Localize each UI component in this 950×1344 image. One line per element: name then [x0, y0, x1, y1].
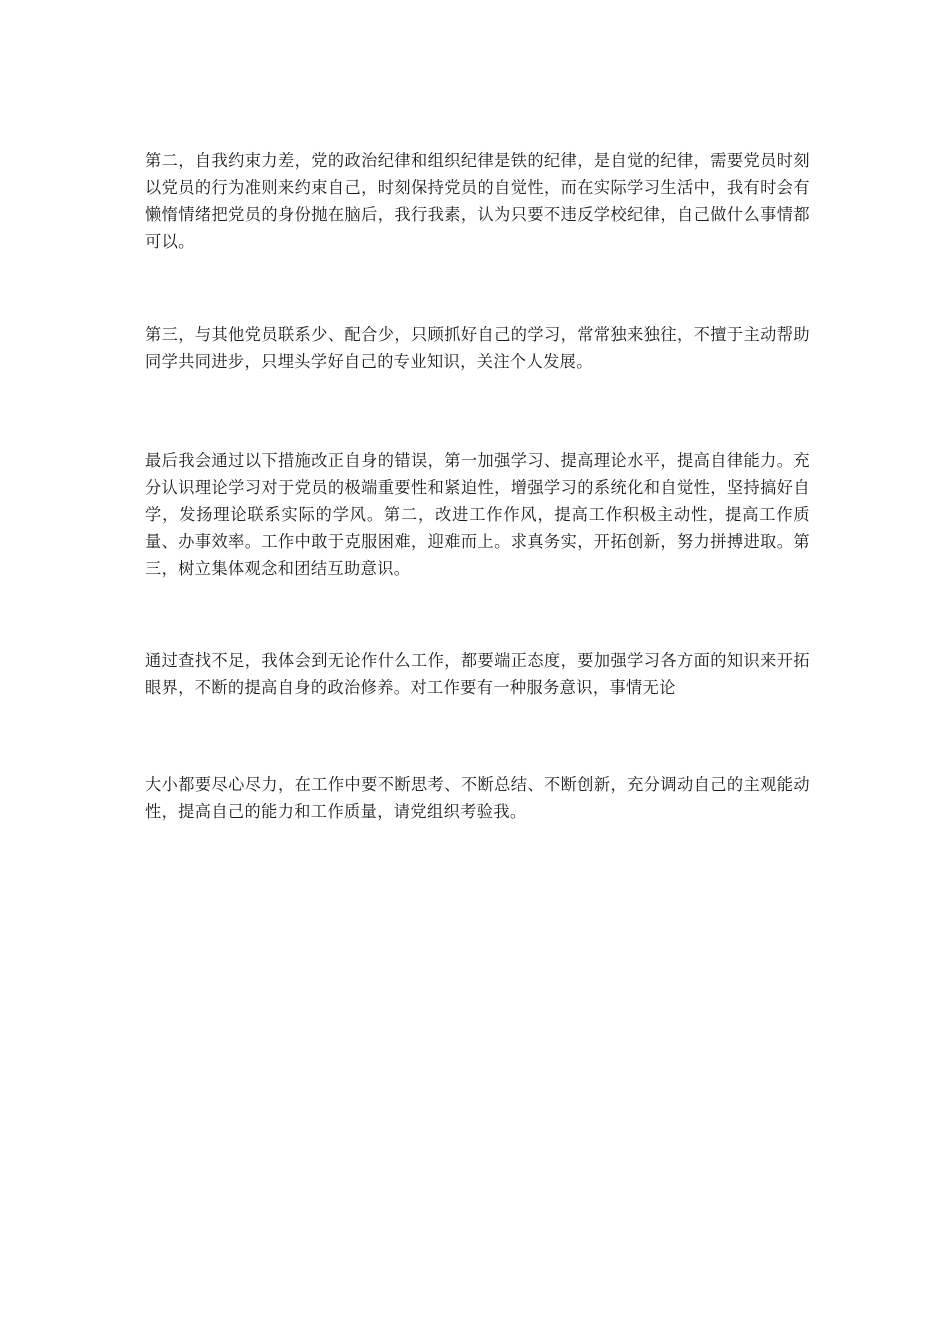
paragraph-conclusion: 大小都要尽心尽力，在工作中要不断思考、不断总结、不断创新，充分调动自己的主观能动性，提高自己的能力和工作质量，请党组织考验我。: [145, 775, 810, 821]
paragraph-reflection: 通过查找不足，我体会到无论作什么工作，都要端正态度，要加强学习各方面的知识来开拓眼界，不断的提高自身的政治修养。对工作要有一种服务意识，事情无论: [145, 651, 810, 697]
paragraph-cooperation: 第三，与其他党员联系少、配合少，只顾抓好自己的学习，常常独来独往，不擅于主动帮助同学共同进步，只埋头学好自己的专业知识，关注个人发展。: [145, 325, 810, 371]
paragraph-self-discipline: 第二，自我约束力差，党的政治纪律和组织纪律是铁的纪律，是自觉的纪律，需要党员时刻以党员的行为准则来约束自己，时刻保持党员的自觉性，而在实际学习生活中，我有时会有懒惰情绪把党员的身份抛在脑后，我行我素，认为只要不违反学校纪律，自己做什么事情都可以。: [145, 151, 810, 251]
paragraph-improvement-measures: 最后我会通过以下措施改正自身的错误，第一加强学习、提高理论水平，提高自律能力。充分认识理论学习对于党员的极端重要性和紧迫性，增强学习的系统化和自觉性，坚持搞好自学，发扬理论联系实际的学风。第二，改进工作作风，提高工作积极主动性，提高工作质量、办事效率。工作中敢于克服困难，迎难而上。求真务实，开拓创新，努力拼搏进取。第三，树立集体观念和团结互助意识。: [145, 451, 810, 578]
